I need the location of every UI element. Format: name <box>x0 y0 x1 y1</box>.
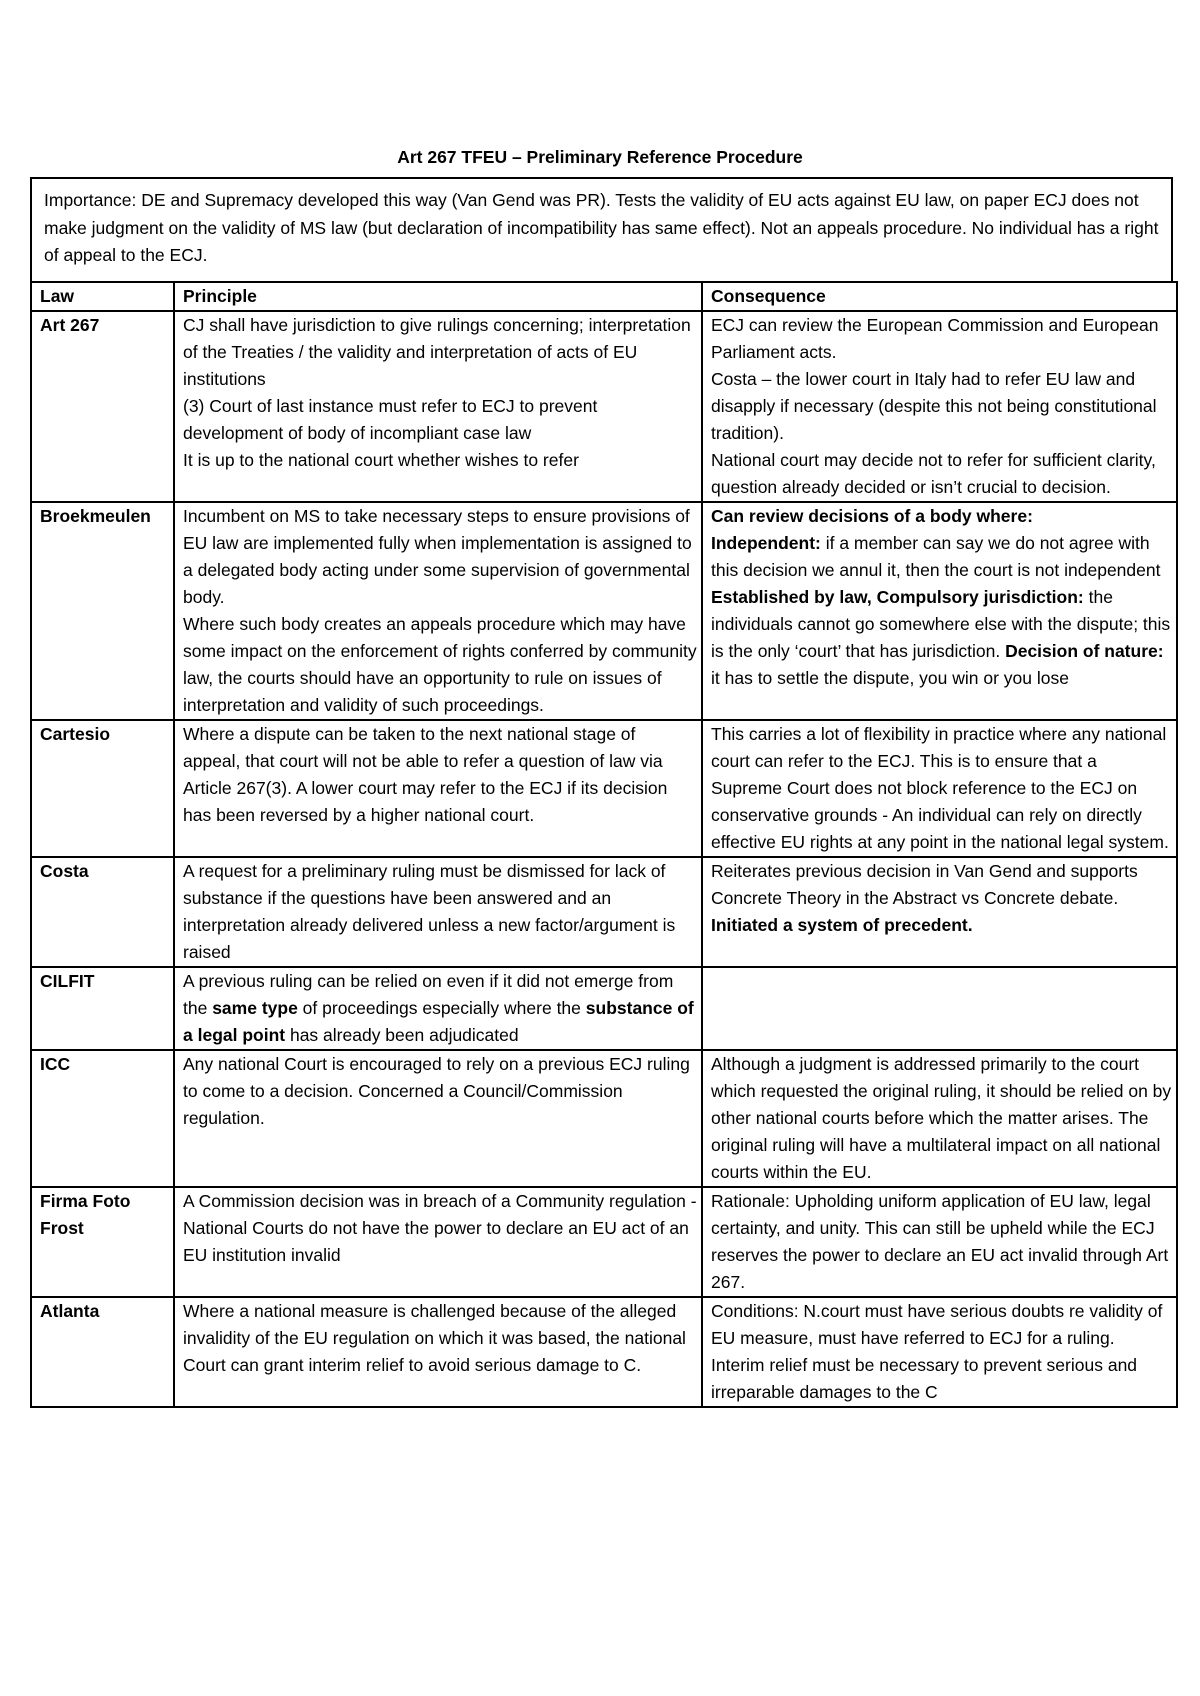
law-cell: CILFIT <box>31 967 174 1050</box>
consequence-heading: Can review decisions of a body where: <box>711 506 1033 526</box>
principle-text: of proceedings especially where the <box>297 998 586 1018</box>
consequence-line: Rationale: Upholding uniform application of EU law, legal certainty, and unity. This can still be upheld while the ECJ reserves the power to declare an EU act invalid through Art 267. <box>711 1191 1169 1292</box>
consequence-line: Costa – the lower court in Italy had to refer EU law and disapply if necessary (despite this not being constitutional tradition). <box>711 369 1157 443</box>
principle-cell <box>174 967 702 1050</box>
consequence-line: Conditions: N.court must have serious doubts re validity of EU measure, must have referred to ECJ for a ruling. Interim relief must be necessary to prevent serious and irreparable damages to the C <box>711 1301 1163 1402</box>
principle-term: substance of a legal point <box>183 998 694 1045</box>
principle-line: A request for a preliminary ruling must be dismissed for lack of substance if the questions have been answered and an interpretation already delivered unless a new factor/argument is raised <box>183 861 676 962</box>
importance-box <box>30 177 1173 281</box>
consequence-line: Initiated a system of precedent. <box>711 915 973 935</box>
table-row <box>31 1050 1177 1187</box>
principle-cell <box>174 502 702 720</box>
principle-line: Any national Court is encouraged to rely on a previous ECJ ruling to come to a decision. Concerned a Council/Commission regulation. <box>183 1054 690 1128</box>
principle-line: A Commission decision was in breach of a Community regulation - National Courts do not have the power to declare an EU act of an EU institution invalid <box>183 1191 697 1265</box>
table-row <box>31 1297 1177 1407</box>
law-cell <box>31 1187 174 1297</box>
law-cell: Cartesio <box>31 720 174 857</box>
table-row <box>31 311 1177 502</box>
principle-term: same type <box>212 998 298 1018</box>
consequence-line: Reiterates previous decision in Van Gend and supports Concrete Theory in the Abstract vs Concrete debate. <box>711 861 1138 908</box>
consequence-term: Independent: <box>711 533 821 553</box>
table-header-row <box>31 282 1177 311</box>
principle-cell <box>174 311 702 502</box>
law-cell: Art 267 <box>31 311 174 502</box>
law-name-line: Frost <box>40 1218 84 1238</box>
consequence-text: the individuals cannot go somewhere else with the dispute; this is the only ‘court’ that has jurisdiction. <box>711 587 1171 661</box>
consequence-line: National court may decide not to refer for sufficient clarity, question already decided or isn’t crucial to decision. <box>711 450 1156 497</box>
principle-cell <box>174 1187 702 1297</box>
consequence-line <box>711 584 1172 692</box>
law-name-line: Firma Foto <box>40 1191 131 1211</box>
table-row <box>31 857 1177 967</box>
table-row <box>31 502 1177 720</box>
consequence-cell <box>702 1050 1177 1187</box>
header-principle: Principle <box>174 282 702 311</box>
table-row <box>31 1187 1177 1297</box>
principle-cell <box>174 1297 702 1407</box>
table-row <box>31 720 1177 857</box>
consequence-line: This carries a lot of flexibility in practice where any national court can refer to the ECJ. This is to ensure that a Supreme Court does not block reference to the ECJ on conservative grounds - An individual can rely on directly effective EU rights at any point in the national legal system. <box>711 724 1169 852</box>
consequence-cell <box>702 502 1177 720</box>
principle-line: CJ shall have jurisdiction to give rulings concerning; interpretation of the Treaties / the validity and interpretation of acts of EU institutions <box>183 315 691 389</box>
principle-text: A previous ruling can be relied on even if it did not emerge from the <box>183 971 674 1018</box>
law-cell: Atlanta <box>31 1297 174 1407</box>
table-row <box>31 967 1177 1050</box>
consequence-cell <box>702 311 1177 502</box>
principle-line: It is up to the national court whether wishes to refer <box>183 450 579 470</box>
consequence-cell <box>702 720 1177 857</box>
consequence-cell <box>702 857 1177 967</box>
consequence-line: Although a judgment is addressed primarily to the court which requested the original ruling, it should be relied on by other national courts before which the matter arises. The original ruling will have a multilateral impact on all national courts within the EU. <box>711 1054 1172 1182</box>
consequence-term: Established by law, Compulsory jurisdiction: <box>711 587 1084 607</box>
consequence-line <box>711 530 1172 584</box>
consequence-line: ECJ can review the European Commission and European Parliament acts. <box>711 315 1159 362</box>
principle-line: (3) Court of last instance must refer to ECJ to prevent development of body of incompliant case law <box>183 396 598 443</box>
page-title: Art 267 TFEU – Preliminary Reference Procedure <box>397 147 803 167</box>
principle-cell <box>174 1050 702 1187</box>
consequence-cell <box>702 1187 1177 1297</box>
consequence-cell <box>702 967 1177 1050</box>
importance-text: Importance: DE and Supremacy developed this way (Van Gend was PR). Tests the validity of EU acts against EU law, on paper ECJ does not make judgment on the validity of MS law (but declaration of incompatibility has same effect). Not an appeals procedure. No individual has a right of appeal to the ECJ. <box>44 190 1159 265</box>
principle-line: Where a national measure is challenged because of the alleged invalidity of the EU regulation on which it was based, the national Court can grant interim relief to avoid serious damage to C. <box>183 1301 686 1375</box>
law-cell: Broekmeulen <box>31 502 174 720</box>
reference-table <box>30 281 1178 1408</box>
principle-line: Where such body creates an appeals procedure which may have some impact on the enforcement of rights conferred by community law, the courts should have an opportunity to rule on issues of interpretation and validity of such proceedings. <box>183 614 697 715</box>
principle-cell <box>174 720 702 857</box>
principle-line: Where a dispute can be taken to the next national stage of appeal, that court will not be able to refer a question of law via Article 267(3). A lower court may refer to the ECJ if its decision has been reversed by a higher national court. <box>183 724 668 825</box>
header-consequence: Consequence <box>702 282 1177 311</box>
consequence-text: it has to settle the dispute, you win or you lose <box>711 668 1069 688</box>
law-cell: Costa <box>31 857 174 967</box>
consequence-cell <box>702 1297 1177 1407</box>
consequence-text: if a member can say we do not agree with this decision we annul it, then the court is not independent <box>711 533 1161 580</box>
principle-line: Incumbent on MS to take necessary steps to ensure provisions of EU law are implemented fully when implementation is assigned to a delegated body acting under some supervision of governmental body. <box>183 506 692 607</box>
principle-text: has already been adjudicated <box>285 1025 519 1045</box>
header-law: Law <box>31 282 174 311</box>
consequence-term: Decision of nature: <box>1005 641 1164 661</box>
law-cell: ICC <box>31 1050 174 1187</box>
principle-cell <box>174 857 702 967</box>
